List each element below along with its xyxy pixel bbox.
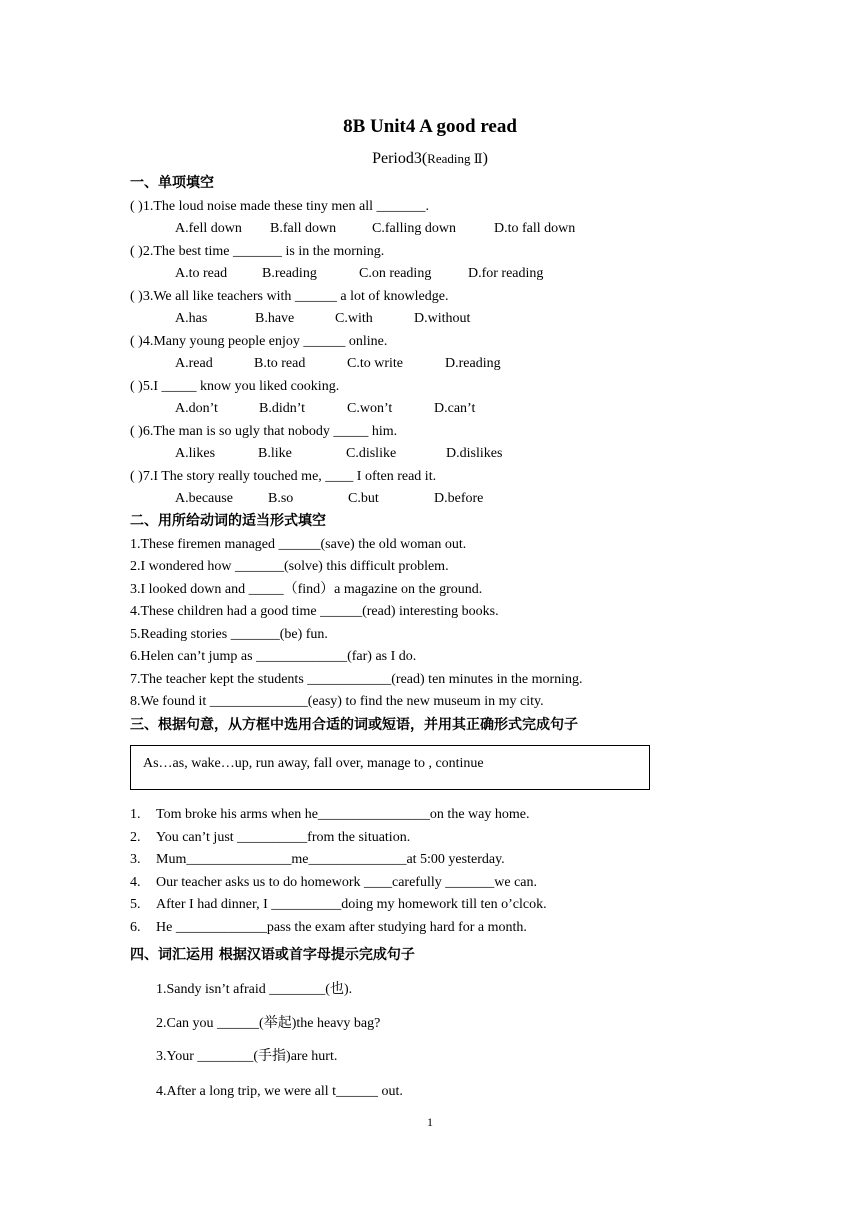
mc-question-3: ( )3.We all like teachers with ______ a lot of knowledge. — [130, 289, 449, 304]
item-number: 6. — [130, 920, 141, 935]
subtitle-small: Reading Ⅱ — [427, 151, 483, 166]
vocab-item-2: 2.Can you ______(举起)the heavy bag? — [156, 1016, 381, 1031]
option: A.has — [175, 311, 208, 326]
option: C.falling down — [372, 221, 456, 236]
verb-item-6: 6.Helen can’t jump as _____________(far) as I do. — [130, 649, 417, 664]
page-number: 1 — [427, 1115, 433, 1129]
phrase-item-3 — [130, 851, 505, 869]
subtitle-close: ) — [482, 150, 488, 167]
page-title: 8B Unit4 A good read — [343, 116, 517, 137]
subtitle-main: Period3( — [372, 150, 428, 167]
mc-question-7: ( )7.I The story really touched me, ____ I often read it. — [130, 469, 437, 484]
option: B.fall down — [270, 221, 337, 236]
mc-question-1: ( )1.The loud noise made these tiny men all _______. — [130, 199, 429, 214]
item-number: 5. — [130, 897, 141, 912]
word-box-text: As…as, wake…up, run away, fall over, manage to , continue — [143, 756, 484, 771]
item-text: Mum_______________me______________at 5:00 yesterday. — [156, 852, 505, 867]
vocab-item-1: 1.Sandy isn’t afraid ________(也). — [156, 982, 353, 997]
mc-question-2: ( )2.The best time _______ is in the morning. — [130, 244, 385, 259]
section2-heading: 二、用所给动词的适当形式填空 — [130, 513, 326, 529]
option: A.likes — [175, 446, 216, 461]
option: C.to write — [347, 356, 403, 371]
option: D.dislikes — [446, 446, 503, 461]
item-number: 2. — [130, 830, 141, 845]
mc-question-4: ( )4.Many young people enjoy ______ online. — [130, 334, 388, 349]
mc-options-5 — [175, 400, 475, 418]
verb-item-3: 3.I looked down and _____（find）a magazine on the ground. — [130, 582, 483, 597]
option: D.without — [414, 311, 471, 326]
option: A.because — [175, 491, 233, 506]
option: D.can’t — [434, 401, 476, 416]
mc-options-7 — [175, 490, 483, 508]
page-subtitle — [0, 150, 860, 168]
option: D.to fall down — [494, 221, 576, 236]
option: D.before — [434, 491, 484, 506]
phrase-item-1 — [130, 806, 529, 824]
section1-heading: 一、单项填空 — [130, 175, 214, 191]
verb-item-4: 4.These children had a good time ______(read) interesting books. — [130, 604, 499, 619]
option: A.don’t — [175, 401, 218, 416]
option: C.dislike — [346, 446, 397, 461]
item-number: 3. — [130, 852, 141, 867]
mc-options-6 — [175, 445, 502, 463]
option: A.read — [175, 356, 213, 371]
verb-item-5: 5.Reading stories _______(be) fun. — [130, 627, 328, 642]
option: C.on reading — [359, 266, 432, 281]
vocab-item-3: 3.Your ________(手指)are hurt. — [156, 1049, 338, 1064]
option: B.didn’t — [259, 401, 306, 416]
item-number: 1. — [130, 807, 141, 822]
option: B.have — [255, 311, 295, 326]
phrase-item-4 — [130, 874, 537, 892]
item-text: Our teacher asks us to do homework ____carefully _______we can. — [156, 875, 538, 890]
item-text: After I had dinner, I __________doing my homework till ten o’clcok. — [156, 897, 547, 912]
option: B.reading — [262, 266, 317, 281]
section4-heading: 四、词汇运用 根据汉语或首字母提示完成句子 — [130, 947, 415, 963]
option: C.won’t — [347, 401, 393, 416]
vocab-item-4: 4.After a long trip, we were all t______ out. — [156, 1084, 403, 1099]
option: A.fell down — [175, 221, 242, 236]
option: D.reading — [445, 356, 501, 371]
option: B.so — [268, 491, 294, 506]
option: C.but — [348, 491, 379, 506]
mc-options-2 — [175, 265, 543, 283]
item-text: Tom broke his arms when he________________on the way home. — [156, 807, 530, 822]
word-box — [130, 745, 650, 790]
mc-question-6: ( )6.The man is so ugly that nobody _____ him. — [130, 424, 398, 439]
phrase-item-2 — [130, 829, 410, 847]
item-text: He _____________pass the exam after studying hard for a month. — [156, 920, 527, 935]
mc-options-1 — [175, 220, 575, 238]
verb-item-7: 7.The teacher kept the students ____________(read) ten minutes in the morning. — [130, 672, 583, 687]
option: D.for reading — [468, 266, 544, 281]
option: C.with — [335, 311, 373, 326]
phrase-item-5 — [130, 896, 547, 914]
item-text: You can’t just __________from the situation. — [156, 830, 411, 845]
verb-item-2: 2.I wondered how _______(solve) this difficult problem. — [130, 559, 449, 574]
option: B.like — [258, 446, 292, 461]
phrase-item-6 — [130, 919, 527, 937]
option: A.to read — [175, 266, 228, 281]
verb-item-8: 8.We found it ______________(easy) to find the new museum in my city. — [130, 694, 544, 709]
option: B.to read — [254, 356, 306, 371]
mc-options-4 — [175, 355, 501, 373]
verb-item-1: 1.These firemen managed ______(save) the old woman out. — [130, 537, 467, 552]
item-number: 4. — [130, 875, 141, 890]
section3-heading: 三、根据句意，从方框中选用合适的词或短语，并用其正确形式完成句子 — [130, 717, 578, 733]
mc-options-3 — [175, 310, 470, 328]
mc-question-5: ( )5.I _____ know you liked cooking. — [130, 379, 340, 394]
